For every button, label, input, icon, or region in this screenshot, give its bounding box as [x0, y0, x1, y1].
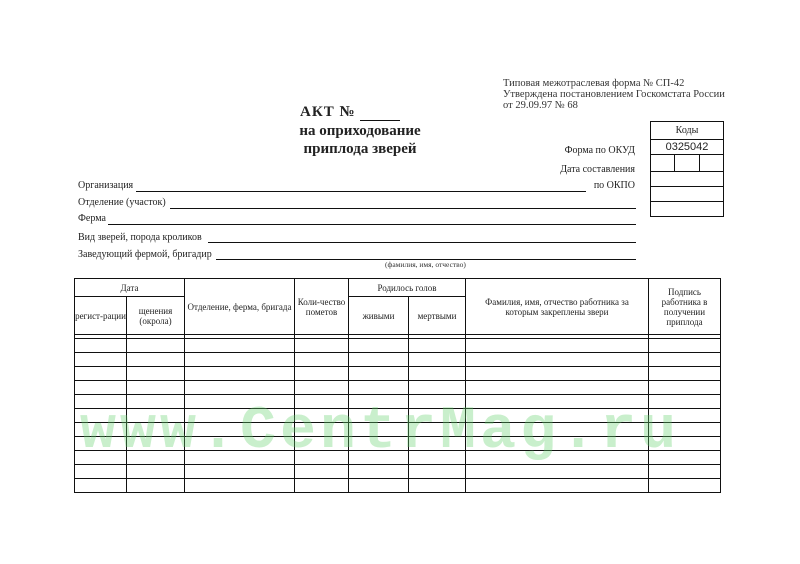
organization-label: Организация: [78, 180, 134, 191]
act-subtitle-line2: приплода зверей: [303, 141, 417, 157]
department-column-header: Отделение, ферма, бригада: [185, 279, 295, 335]
animal-type-field[interactable]: [208, 242, 636, 243]
act-subtitle-line1: на оприходование: [299, 123, 421, 139]
animal-type-label: Вид зверей, порода кроликов: [78, 232, 202, 243]
litters-column-header: Коли-чество пометов: [295, 279, 349, 335]
act-number-field[interactable]: [360, 106, 400, 121]
form-approval-note: [503, 78, 725, 111]
born-alive-header: живыми: [349, 297, 409, 335]
act-title: [300, 104, 400, 121]
department-field[interactable]: [170, 208, 636, 209]
registration-date-header: регист-рации: [75, 297, 127, 335]
table-row: [75, 381, 721, 395]
signature-column-header: Подпись работника в получении приплода: [649, 279, 721, 335]
okud-label: Форма по ОКУД: [564, 145, 635, 156]
codes-header: Коды: [650, 121, 724, 140]
watermark: www.CentrMag.ru: [80, 398, 681, 466]
worker-column-header: Фамилия, имя, отчество работника за которым закреплены звери: [466, 279, 649, 335]
whelping-date-header: щенения (окрола): [127, 297, 185, 335]
date-header: Дата: [75, 279, 185, 297]
farm-label: Ферма: [78, 213, 106, 224]
act-subtitle: [280, 122, 440, 158]
table-row: [75, 367, 721, 381]
okpo-code-cell[interactable]: [650, 172, 724, 187]
date-label: Дата составления: [560, 164, 635, 175]
department-label: Отделение (участок): [78, 197, 166, 208]
table-row: [75, 339, 721, 353]
form-type-line: Типовая межотраслевая форма № СП-42: [503, 78, 685, 89]
code-cell[interactable]: [650, 187, 724, 202]
date-code-cell[interactable]: [650, 155, 724, 172]
table-row: [75, 465, 721, 479]
born-dead-header: мертвыми: [409, 297, 466, 335]
codes-block: [650, 121, 724, 217]
approval-line: Утверждена постановлением Госкомстата России: [503, 89, 725, 100]
organization-field[interactable]: [136, 191, 586, 192]
farm-manager-label: Заведующий фермой, бригадир: [78, 249, 212, 260]
table-row: [75, 353, 721, 367]
farm-field[interactable]: [108, 224, 636, 225]
approval-date-line: от 29.09.97 № 68: [503, 100, 578, 111]
table-row: [75, 479, 721, 493]
born-header: Родилось голов: [349, 279, 466, 297]
act-title-text: АКТ №: [300, 104, 356, 120]
code-cell[interactable]: [650, 202, 724, 217]
name-hint: (фамилия, имя, отчество): [385, 260, 466, 269]
okud-code: 0325042: [650, 140, 724, 155]
okpo-label: по ОКПО: [593, 180, 635, 191]
